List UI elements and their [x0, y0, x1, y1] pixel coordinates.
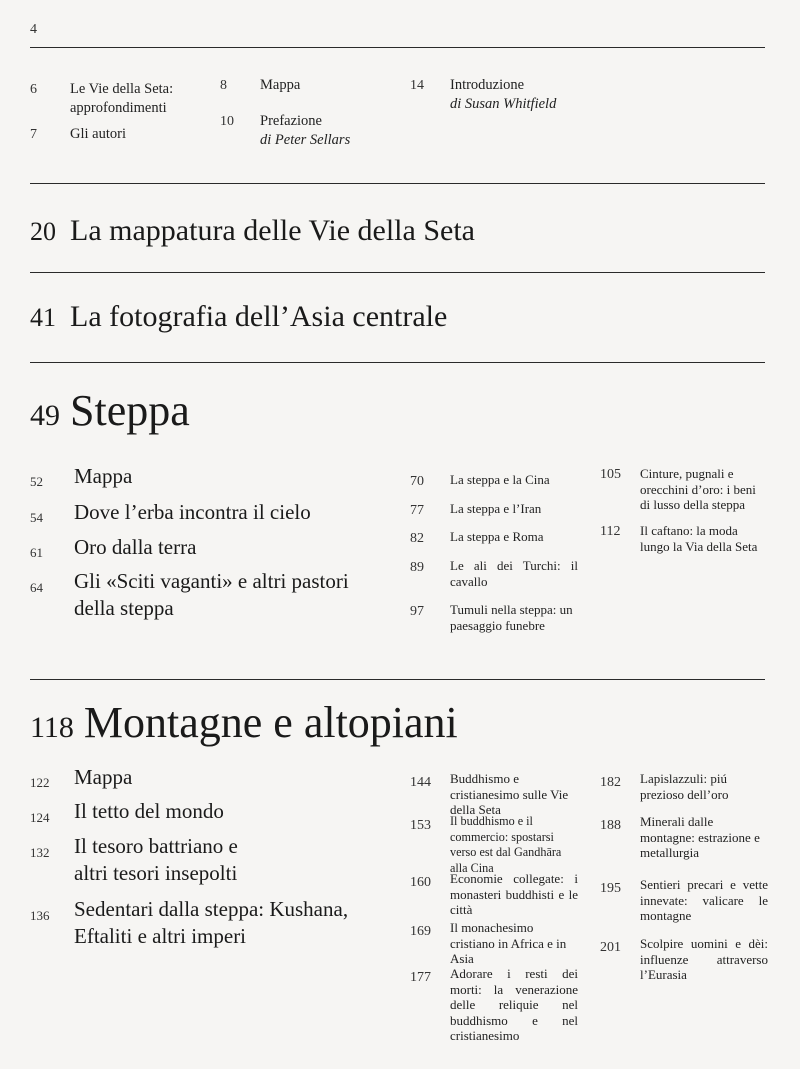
toc-entry[interactable]: Il tetto del mondo — [74, 799, 224, 823]
toc-entry[interactable]: Introduzione — [450, 77, 525, 93]
section-page: 118 — [30, 711, 74, 744]
toc-page: 124 — [30, 810, 50, 825]
toc-page: 7 — [30, 127, 37, 142]
section-heading[interactable] — [30, 697, 458, 748]
toc-page: 160 — [410, 875, 431, 890]
toc-page: 177 — [410, 970, 431, 985]
toc-page: 122 — [30, 775, 50, 790]
toc-entry[interactable]: Tumuli nella steppa: un paesaggio funebre — [450, 602, 573, 633]
chapter-heading[interactable] — [30, 214, 475, 248]
divider — [30, 272, 765, 273]
section-heading[interactable] — [30, 385, 190, 436]
toc-page: 89 — [410, 560, 424, 575]
toc-author: di Susan Whitfield — [450, 96, 557, 112]
toc-entry[interactable]: Il caftano: la moda lungo la Via della Seta — [640, 523, 758, 554]
toc-entry[interactable]: La steppa e l’Iran — [450, 501, 542, 516]
toc-page: 77 — [410, 503, 424, 518]
divider — [30, 47, 765, 48]
toc-page: 182 — [600, 775, 621, 790]
toc-entry[interactable]: Minerali dalle montagne: estrazione e metallurgia — [640, 814, 760, 860]
toc-page: 132 — [30, 845, 50, 860]
toc-author: di Peter Sellars — [260, 132, 351, 148]
toc-entry[interactable]: Mappa — [74, 464, 133, 488]
chapter-heading[interactable] — [30, 300, 447, 334]
divider — [30, 679, 765, 680]
toc-entry[interactable]: Economie collegate: i monasteri buddhisti e le città — [450, 871, 578, 917]
toc-entry[interactable]: Oro dalla terra — [74, 535, 197, 559]
toc-entry[interactable]: Gli «Sciti vaganti» e altri pastori della steppa — [74, 569, 349, 620]
toc-page: 54 — [30, 510, 43, 525]
toc-entry[interactable]: Gli autori — [70, 126, 126, 142]
divider — [30, 183, 765, 184]
divider — [30, 362, 765, 363]
section-page: 49 — [30, 399, 60, 432]
toc-page: 10 — [220, 114, 234, 129]
toc-entry[interactable]: Sentieri precari e vette innevate: valicare le montagne — [640, 877, 768, 923]
toc-entry[interactable]: Sedentari dalla steppa: Kushana, Eftaliti e altri imperi — [74, 897, 349, 948]
toc-entry[interactable]: Le Vie della Seta: approfondimenti — [70, 81, 174, 116]
toc-entry[interactable]: Il buddhismo e il commercio: spostarsi verso est dal Gandhāra alla Cina — [450, 814, 562, 875]
section-title: Steppa — [70, 386, 190, 435]
toc-page: 112 — [600, 524, 621, 539]
toc-page: 136 — [30, 908, 50, 923]
toc-page: 8 — [220, 78, 227, 93]
toc-entry[interactable]: Mappa — [260, 77, 301, 93]
toc-page: 153 — [410, 818, 431, 833]
toc-entry[interactable]: Scolpire uomini e dèi: influenze attraverso l’Eurasia — [640, 936, 768, 982]
toc-page: 61 — [30, 545, 43, 560]
toc-page: 52 — [30, 474, 43, 489]
toc-page: 144 — [410, 775, 431, 790]
toc-page: 201 — [600, 940, 621, 955]
toc-entry[interactable]: Mappa — [74, 765, 133, 789]
toc-entry[interactable]: Il monachesimo cristiano in Africa e in Asia — [450, 920, 567, 966]
chapter-title: La mappatura delle Vie della Seta — [70, 214, 475, 247]
page-number: 4 — [30, 22, 37, 37]
toc-page: 14 — [410, 78, 424, 93]
toc-page: 188 — [600, 818, 621, 833]
toc-entry[interactable]: Cinture, pugnali e orecchini d’oro: i beni di lusso della steppa — [640, 466, 756, 512]
toc-page: 64 — [30, 580, 43, 595]
toc-entry[interactable]: La steppa e la Cina — [450, 472, 550, 487]
toc-page: 97 — [410, 604, 424, 619]
toc-entry[interactable]: Buddhismo e cristianesimo sulle Vie della Seta — [450, 771, 569, 817]
toc-page: 169 — [410, 924, 431, 939]
toc-entry[interactable]: Adorare i resti dei morti: la venerazione delle reliquie nel buddhismo e nel cristianesimo — [450, 966, 578, 1043]
section-title: Montagne e altopiani — [83, 698, 458, 747]
toc-entry[interactable]: Prefazione — [260, 113, 322, 129]
toc-page: 105 — [600, 467, 621, 482]
chapter-title: La fotografia dell’Asia centrale — [70, 300, 448, 333]
toc-page: 6 — [30, 82, 37, 97]
toc-page: 195 — [600, 881, 621, 896]
toc-entry[interactable]: Il tesoro battriano e altri tesori insepolti — [74, 834, 238, 885]
toc-page: 82 — [410, 531, 424, 546]
chapter-page: 41 — [30, 303, 56, 332]
toc-entry[interactable]: La steppa e Roma — [450, 529, 544, 544]
toc-entry[interactable]: Lapislazzuli: piú prezioso dell’oro — [640, 771, 729, 802]
toc-page: 70 — [410, 474, 424, 489]
chapter-page: 20 — [30, 217, 56, 246]
toc-entry[interactable]: Dove l’erba incontra il cielo — [74, 500, 311, 524]
toc-entry[interactable]: Le ali dei Turchi: il cavallo — [450, 558, 578, 589]
